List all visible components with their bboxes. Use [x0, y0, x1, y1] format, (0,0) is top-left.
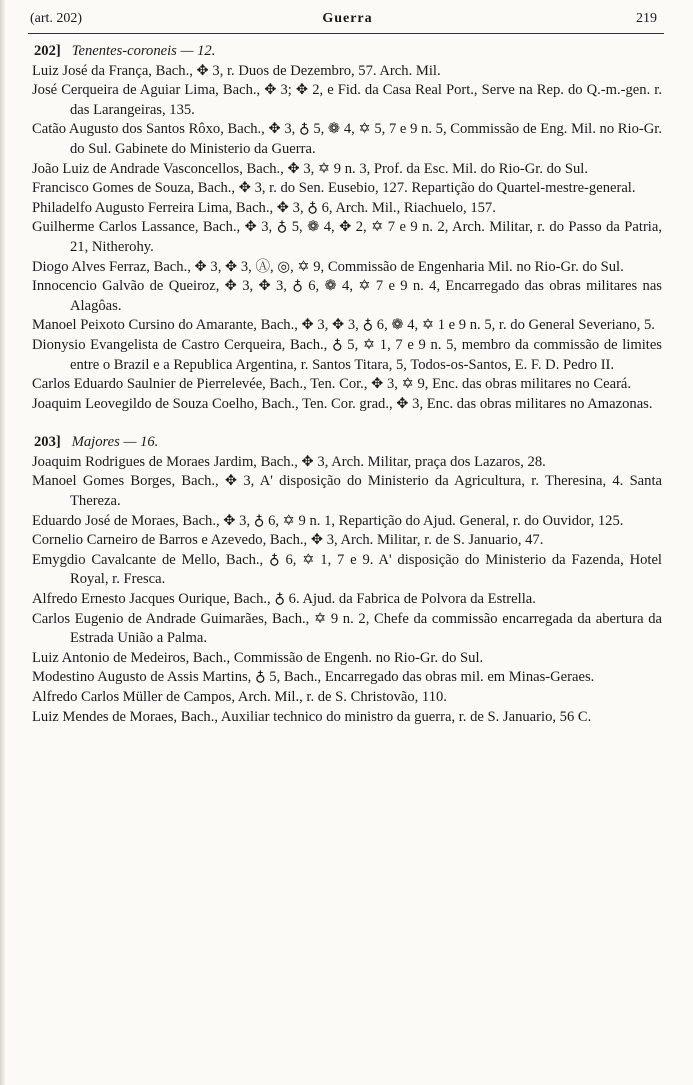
list-entry: Philadelfo Augusto Ferreira Lima, Bach., ✥ 3, ♁ 6, Arch. Mil., Riachuelo, 157. [32, 199, 496, 216]
list-entry: Innocencio Galvão de Queiroz, ✥ 3, ✥ 3, ♁ 6, ❁ 4, ✡ 7 e 9 n. 4, Encarregado das obras militares nas Alagôas. [32, 278, 662, 314]
list-entry: Joaquim Leovegildo de Souza Coelho, Bach., Ten. Cor. grad., ✥ 3, Enc. das obras militares no Amazonas. [32, 395, 653, 412]
list-entry: Catão Augusto dos Santos Rôxo, Bach., ✥ 3, ♁ 5, ❁ 4, ✡ 5, 7 e 9 n. 5, Commissão de Eng. Mil. no Rio-Gr. do Sul. Gabinete do Ministerio da Guerra. [32, 121, 662, 157]
list-entry: Carlos Eduardo Saulnier de Pierrelevée, Bach., Ten. Cor., ✥ 3, ✡ 9, Enc. das obras militares no Ceará. [32, 376, 632, 393]
list-entry: Emygdio Cavalcante de Mello, Bach., ♁ 6, ✡ 1, 7 e 9. A' disposição do Ministerio da Fazenda, Hotel Royal, r. Fresca. [32, 551, 662, 588]
page-content [32, 42, 662, 727]
page-number: 219 [636, 11, 657, 26]
list-entry: João Luiz de Andrade Vasconcellos, Bach., ✥ 3, ✡ 9 n. 3, Prof. da Esc. Mil. do Rio-Gr. do Sul. [32, 160, 588, 177]
section-heading [32, 433, 662, 453]
scan-edge-shadow [0, 0, 6, 1085]
list-entry: Manoel Peixoto Cursino do Amarante, Bach., ✥ 3, ✥ 3, ♁ 6, ❁ 4, ✡ 1 e 9 n. 5, r. do General Severiano, 5. [32, 317, 655, 334]
list-entry: Manoel Gomes Borges, Bach., ✥ 3, A' disposição do Ministerio da Agricultura, r. Theresina, 4. Santa Thereza. [32, 473, 662, 510]
list-entry: Diogo Alves Ferraz, Bach., ✥ 3, ✥ 3, Ⓐ, ◎, ✡ 9, Commissão de Engenharia Mil. no Rio-Gr. do Sul. [32, 258, 624, 275]
list-entry: Carlos Eugenio de Andrade Guimarães, Bach., ✡ 9 n. 2, Chefe da commissão encarregada da abertura da Estrada União a Palma. [32, 610, 662, 647]
section-tenentes-coroneis [32, 42, 662, 414]
section-majores [32, 433, 662, 727]
list-entry: Alfredo Carlos Müller de Campos, Arch. Mil., r. de S. Christovão, 110. [32, 689, 447, 705]
list-entry: Luiz Mendes de Moraes, Bach., Auxiliar technico do ministro da guerra, r. de S. Januario, 56 C. [32, 708, 592, 725]
list-entry: Joaquim Rodrigues de Moraes Jardim, Bach., ✥ 3, Arch. Militar, praça dos Lazaros, 28. [32, 453, 546, 470]
list-entry: Eduardo José de Moraes, Bach., ✥ 3, ♁ 6, ✡ 9 n. 1, Repartição do Ajud. General, r. do Ouvidor, 125. [32, 512, 624, 529]
section-number: 203] [34, 434, 61, 451]
list-entry: Modestino Augusto de Assis Martins, ♁ 5, Bach., Encarregado das obras mil. em Minas-Geraes. [32, 669, 595, 686]
list-entry: José Cerqueira de Aguiar Lima, Bach., ✥ 3; ✥ 2, e Fid. da Casa Real Port., Serve na Rep. do Q.-m.-gen. r. das Larangeiras, 135. [32, 82, 662, 118]
running-header [30, 8, 665, 30]
section-title: Tenentes-coroneis — 12. [71, 43, 216, 59]
list-entry: Luiz Antonio de Medeiros, Bach., Commissão de Engenh. no Rio-Gr. do Sul. [32, 649, 484, 666]
section-title: Majores — 16. [71, 434, 159, 451]
section-heading [32, 42, 662, 62]
list-entry: Francisco Gomes de Souza, Bach., ✥ 3, r. do Sen. Eusebio, 127. Repartição do Quartel-mestre-general. [32, 180, 636, 197]
header-title: Guerra [322, 11, 373, 26]
section-number: 202] [34, 43, 61, 59]
header-rule [28, 33, 664, 34]
header-article-ref: (art. 202) [30, 11, 83, 26]
list-entry: Cornelio Carneiro de Barros e Azevedo, Bach., ✥ 3, Arch. Militar, r. de S. Januario, 47. [32, 532, 544, 549]
list-entry: Luiz José da França, Bach., ✥ 3, r. Duos de Dezembro, 57. Arch. Mil. [32, 62, 441, 79]
list-entry: Dionysio Evangelista de Castro Cerqueira, Bach., ♁ 5, ✡ 1, 7 e 9 n. 5, membro da commissão de limites entre o Brazil e a Republica Argentina, r. Santos Titara, 5, Todos-os-Santos, E. F. D. Pedro II. [32, 336, 662, 373]
list-entry: Guilherme Carlos Lassance, Bach., ✥ 3, ♁ 5, ❁ 4, ✥ 2, ✡ 7 e 9 n. 2, Arch. Militar, r. do Passo da Patria, 21, Nitherohy. [32, 219, 662, 255]
list-entry: Alfredo Ernesto Jacques Ourique, Bach., ♁ 6. Ajud. da Fabrica de Polvora da Estrella. [32, 591, 536, 608]
